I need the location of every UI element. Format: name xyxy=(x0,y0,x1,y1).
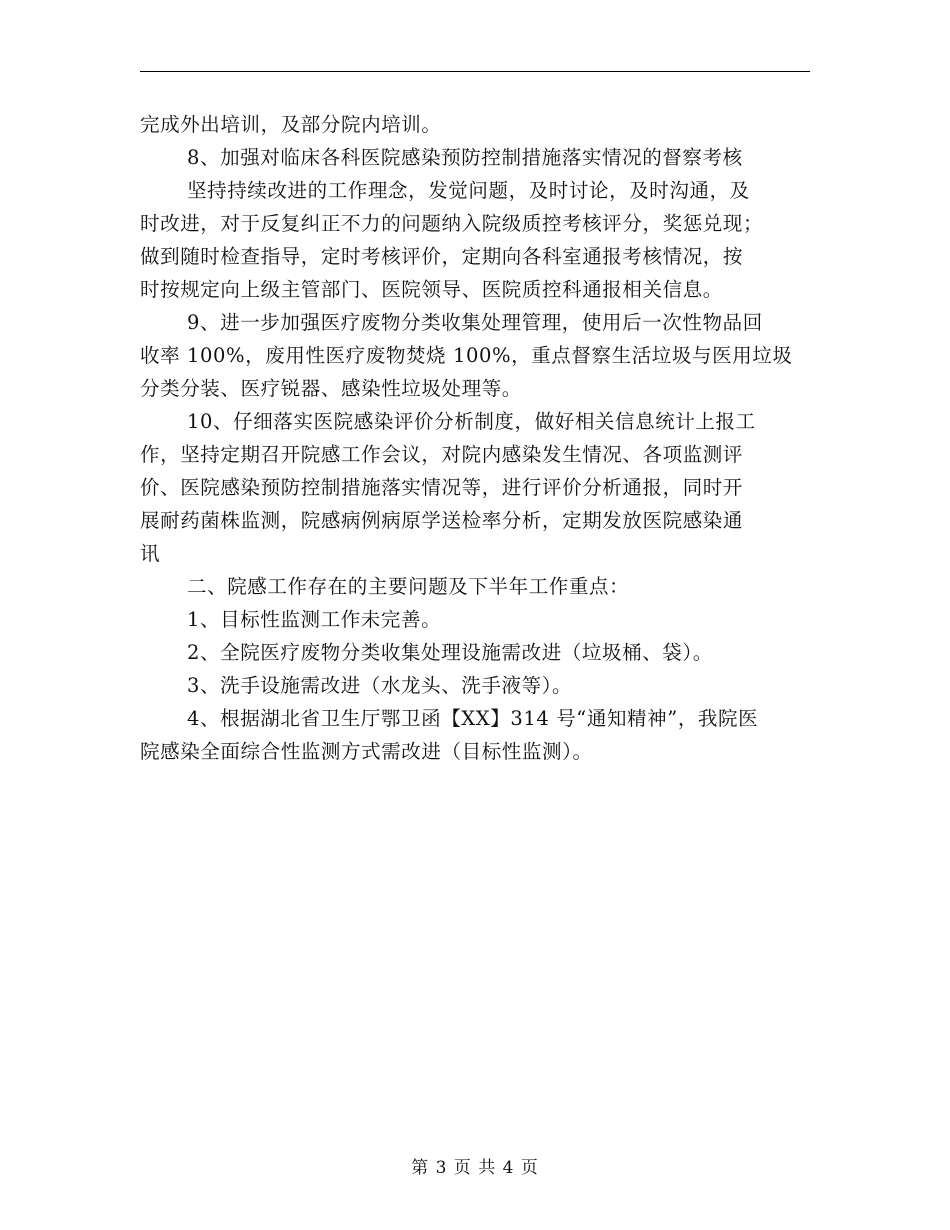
text-line: 时改进，对于反复纠正不力的问题纳入院级质控考核评分，奖惩兑现； xyxy=(140,212,764,235)
text-line: 讯 xyxy=(140,542,161,565)
text-line: 1、目标性监测工作未完善。 xyxy=(187,608,442,631)
text-line: 时按规定向上级主管部门、医院领导、医院质控科通报相关信息。 xyxy=(140,278,723,301)
text-line: 作，坚持定期召开院感工作会议，对院内感染发生情况、各项监测评 xyxy=(140,443,744,466)
text-line: 2、全院医疗废物分类收集处理设施需改进（垃圾桶、袋）。 xyxy=(187,641,713,664)
text-line: 4、根据湖北省卫生厅鄂卫函【XX】314 号“通知精神”，我院医 xyxy=(187,707,759,730)
page-footer: 第 3 页 共 4 页 xyxy=(411,1158,539,1178)
text-line: 收率 100%，废用性医疗废物焚烧 100%，重点督察生活垃圾与医用垃圾 xyxy=(140,344,793,367)
text-line: 9、进一步加强医疗废物分类收集处理管理，使用后一次性物品回 xyxy=(187,311,763,334)
text-line: 8、加强对临床各科医院感染预防控制措施落实情况的督察考核 xyxy=(187,146,743,169)
text-line: 二、院感工作存在的主要问题及下半年工作重点： xyxy=(187,575,630,598)
text-line: 展耐药菌株监测，院感病例病原学送检率分析，定期发放医院感染通 xyxy=(140,509,744,532)
text-line: 做到随时检查指导，定时考核评价，定期向各科室通报考核情况，按 xyxy=(140,245,744,268)
text-line: 3、洗手设施需改进（水龙头、洗手液等）。 xyxy=(187,674,573,697)
text-line: 10、仔细落实医院感染评价分析制度，做好相关信息统计上报工 xyxy=(187,410,756,433)
text-line: 坚持持续改进的工作理念，发觉问题，及时讨论，及时沟通，及 xyxy=(187,179,750,202)
text-line: 分类分装、医疗锐器、感染性垃圾处理等。 xyxy=(140,377,522,400)
text-line: 价、医院感染预防控制措施落实情况等，进行评价分析通报，同时开 xyxy=(140,476,744,499)
document-body xyxy=(140,108,810,768)
text-line: 完成外出培训，及部分院内培训。 xyxy=(140,113,442,136)
header-rule xyxy=(140,71,810,72)
text-line: 院感染全面综合性监测方式需改进（目标性监测）。 xyxy=(140,740,593,763)
